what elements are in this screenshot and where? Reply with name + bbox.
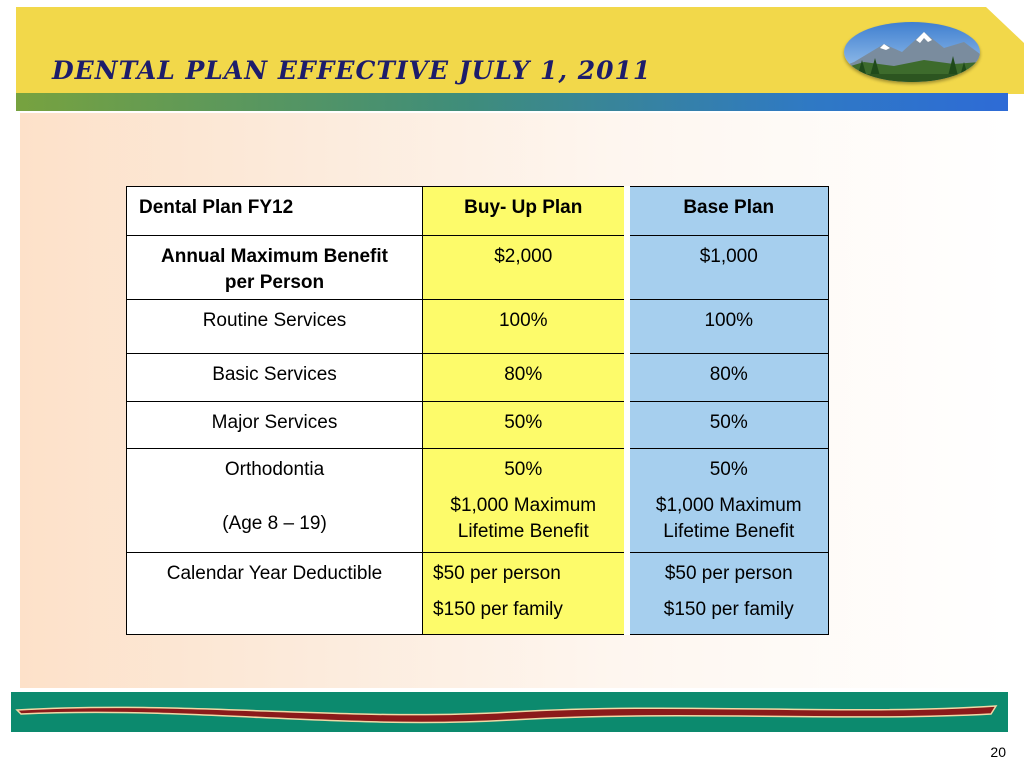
mountain-landscape-icon (844, 22, 980, 82)
row-label-orthodontia (127, 449, 423, 553)
cell-line: $150 per family (433, 599, 563, 620)
cell-line: $50 per person (433, 563, 561, 584)
base-orthodontia (627, 449, 829, 553)
cell-line: Lifetime Benefit (457, 521, 589, 542)
base-deductible (627, 553, 829, 635)
cell-line: $50 per person (664, 563, 793, 584)
dental-plan-table (126, 186, 829, 635)
base-routine: 100% (627, 300, 829, 354)
header-dental-plan: Dental Plan FY12 (127, 187, 423, 236)
cell-line: $1,000 Maximum (450, 495, 597, 516)
cell-line: $1,000 Maximum (655, 495, 802, 516)
row-label-line: Annual Maximum Benefit (161, 246, 388, 267)
buy-up-deductible (423, 553, 627, 635)
base-basic: 80% (627, 354, 829, 402)
cell-line: 50% (504, 459, 543, 480)
buy-up-major: 50% (423, 402, 627, 449)
page-number: 20 (990, 744, 1006, 760)
row-label-major: Major Services (127, 402, 423, 449)
header-base-plan: Base Plan (627, 187, 829, 236)
cell-line: $150 per family (663, 599, 794, 620)
row-label-annual-max (127, 236, 423, 300)
base-annual-max: $1,000 (627, 236, 829, 300)
buy-up-basic: 80% (423, 354, 627, 402)
header-buy-up-plan: Buy- Up Plan (423, 187, 627, 236)
row-label-line: (Age 8 – 19) (222, 513, 327, 534)
header-stripe (16, 93, 1008, 111)
buy-up-annual-max: $2,000 (423, 236, 627, 300)
table-row (127, 300, 829, 354)
footer-band (11, 692, 1008, 732)
buy-up-orthodontia (423, 449, 627, 553)
table-header-row (127, 187, 829, 236)
footer-wave (17, 706, 996, 722)
page-title: DENTAL PLAN EFFECTIVE JULY 1, 2011 (52, 56, 652, 85)
row-label-line: Orthodontia (224, 459, 325, 480)
base-major: 50% (627, 402, 829, 449)
table-row (127, 449, 829, 553)
row-label-basic: Basic Services (127, 354, 423, 402)
row-label-deductible: Calendar Year Deductible (127, 553, 423, 635)
buy-up-routine: 100% (423, 300, 627, 354)
cell-line: Lifetime Benefit (663, 521, 795, 542)
table-row (127, 354, 829, 402)
cell-line: 50% (709, 459, 748, 480)
row-label-line: per Person (224, 272, 325, 293)
table-row (127, 553, 829, 635)
table-row (127, 402, 829, 449)
row-label-routine: Routine Services (127, 300, 423, 354)
table-row (127, 236, 829, 300)
